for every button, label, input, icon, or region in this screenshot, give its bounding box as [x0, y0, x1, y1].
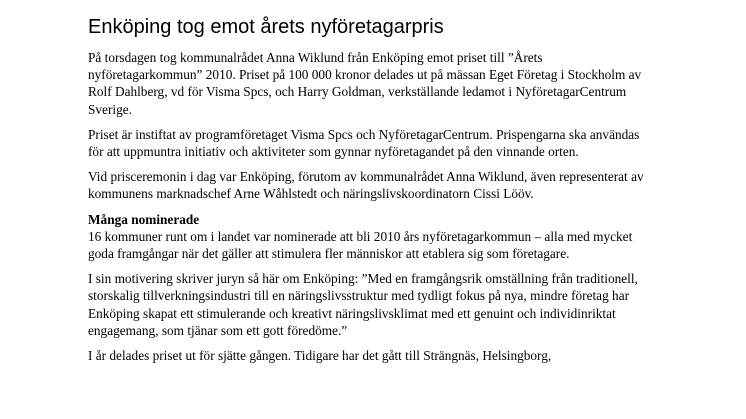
paragraph: 16 kommuner runt om i landet var nominerade att bli 2010 års nyföretagarkommun – alla med mycket goda framgångar när det gäller att stimulera fler människor att etablera sig som företagare. [88, 228, 633, 262]
paragraph: Vid prisceremonin i dag var Enköping, förutom av kommunalrådet Anna Wiklund, även representerat av kommunens marknadschef Arne Wåhlstedt och näringslivskoordinatorn Cissi Lööv. [88, 169, 644, 202]
paragraph: Priset är instiftat av programföretaget Visma Spcs och NyföretagarCentrum. Prispengarna ska användas för att uppmuntra initiativ och aktiviteter som gynnar nyföretagandet på den vinnande orten. [88, 126, 640, 160]
paragraph: På torsdagen tog kommunalrådet Anna Wiklund från Enköping emot priset till ”Årets nyföretagarkommun” 2010. Priset på 100 000 kronor delades ut på mässan Eget Företag i Stockholm av Rolf Dahlberg, vd för Visma Spcs, och Harry Goldman, verkställande ledamot i NyföretagarCentrum Sverige. [88, 50, 642, 117]
section-many-nominees [88, 211, 648, 263]
paragraph: I år delades priset ut för sjätte gången. Tidigare har det gått till Strängnäs, Helsingborg, [88, 348, 552, 364]
article-title: Enköping tog emot årets nyföretagarpris [88, 16, 444, 38]
paragraph: I sin motivering skriver juryn så här om Enköping: ”Med en framgångsrik omställning från traditionell, storskalig tillverkningsindustri till en näringslivsstruktur med tydligt fokus på nya, mindre företag har Enköping skapat ett stimulerande och kreativt näringslivsklimat med ett genuint och individinriktat engagemang, som tjänar som ett gott föredöme.” [88, 271, 638, 338]
section-heading: Många nominerade [88, 211, 200, 227]
article [88, 14, 648, 372]
